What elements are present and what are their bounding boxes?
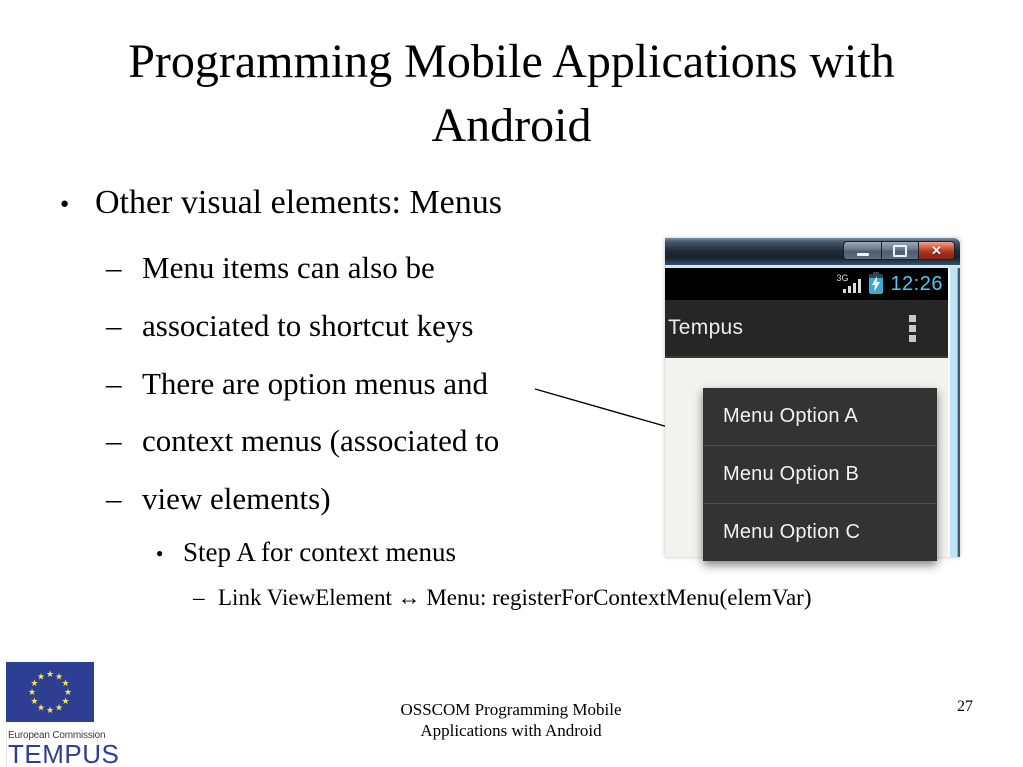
status-bar-clock: 12:26 xyxy=(890,272,943,295)
svg-text:★: ★ xyxy=(61,697,70,707)
svg-text:★: ★ xyxy=(27,688,37,698)
bullet-text: context menus (associated to xyxy=(142,423,500,458)
svg-text:★: ★ xyxy=(61,679,70,689)
svg-text:★: ★ xyxy=(45,706,55,716)
signal-bars-icon xyxy=(843,278,862,293)
window-body xyxy=(665,268,960,557)
overflow-menu-icon[interactable] xyxy=(909,315,916,342)
options-menu-popup xyxy=(703,388,937,561)
dash-marker: – xyxy=(106,481,122,516)
title-line-1: Programming Mobile Applications with xyxy=(128,35,895,88)
title-line-2: Android xyxy=(431,99,592,152)
svg-text:★: ★ xyxy=(45,670,55,680)
battery-charging-icon xyxy=(869,274,883,294)
tempus-wordmark: TEMPUS xyxy=(8,739,120,767)
menu-option-a[interactable]: Menu Option A xyxy=(723,405,858,427)
page-number: 27 xyxy=(957,698,973,715)
menu-option-c[interactable]: Menu Option C xyxy=(703,503,937,561)
bullet-level2-item xyxy=(106,423,499,459)
bullet-level3 xyxy=(156,537,456,568)
european-commission-label: European Commission xyxy=(8,730,106,741)
maximize-icon xyxy=(893,245,907,257)
window-controls xyxy=(843,241,955,260)
bullet-dot-marker: ● xyxy=(60,196,70,212)
android-emulator-screenshot xyxy=(665,238,960,557)
bullet-level2-item xyxy=(106,308,473,344)
bullet-level2-item xyxy=(106,250,435,286)
bullet-level2-item xyxy=(106,366,488,402)
footer-line-1: OSSCOM Programming Mobile xyxy=(400,700,622,719)
dash-marker: – xyxy=(106,308,122,343)
menu-option-b[interactable]: Menu Option B xyxy=(703,445,937,503)
bullet-text: view elements) xyxy=(142,481,331,516)
slide-footer xyxy=(361,699,661,741)
maximize-button[interactable] xyxy=(881,241,919,260)
bullet-text: There are option menus and xyxy=(142,366,489,401)
svg-text:★: ★ xyxy=(63,688,73,698)
network-type-label: 3G xyxy=(836,273,849,283)
bullet-level4 xyxy=(193,585,812,611)
bullet-level1 xyxy=(60,184,502,222)
page-title xyxy=(0,30,1023,158)
bullet-level4-text: Link ViewElement ↔ Menu: registerForContextMenu(elemVar) xyxy=(218,585,812,610)
svg-text:★: ★ xyxy=(54,703,64,714)
dash-marker: – xyxy=(193,585,205,610)
android-action-bar xyxy=(665,300,948,358)
svg-text:★: ★ xyxy=(30,679,39,689)
bullet-level2-item xyxy=(106,481,331,517)
app-title: Tempus xyxy=(668,316,744,339)
bullet-level1-text: Other visual elements: Menus xyxy=(95,184,502,221)
android-status-bar xyxy=(665,268,948,300)
dash-marker: – xyxy=(106,250,122,285)
svg-text:★: ★ xyxy=(36,703,46,714)
tempus-logo xyxy=(6,662,120,767)
close-button[interactable] xyxy=(919,241,955,260)
dash-marker: – xyxy=(106,366,122,401)
svg-text:★: ★ xyxy=(54,672,64,683)
svg-text:★: ★ xyxy=(30,697,39,707)
signal-strength-icon xyxy=(838,275,862,293)
close-icon: ✕ xyxy=(931,242,942,258)
bullet-level3-text: Step A for context menus xyxy=(183,537,456,567)
window-title-bar xyxy=(665,238,960,265)
window-right-border xyxy=(948,268,960,557)
minimize-button[interactable] xyxy=(843,241,881,260)
bullet-dot-marker: ● xyxy=(156,546,164,560)
dash-marker: – xyxy=(106,423,122,458)
bullet-text: Menu items can also be xyxy=(142,250,435,285)
bullet-text: associated to shortcut keys xyxy=(142,308,474,343)
footer-line-2: Applications with Android xyxy=(420,721,602,740)
svg-text:★: ★ xyxy=(36,672,46,683)
eu-flag-icon xyxy=(6,662,94,722)
minimize-icon xyxy=(857,253,869,256)
logo-text-box xyxy=(6,729,120,767)
